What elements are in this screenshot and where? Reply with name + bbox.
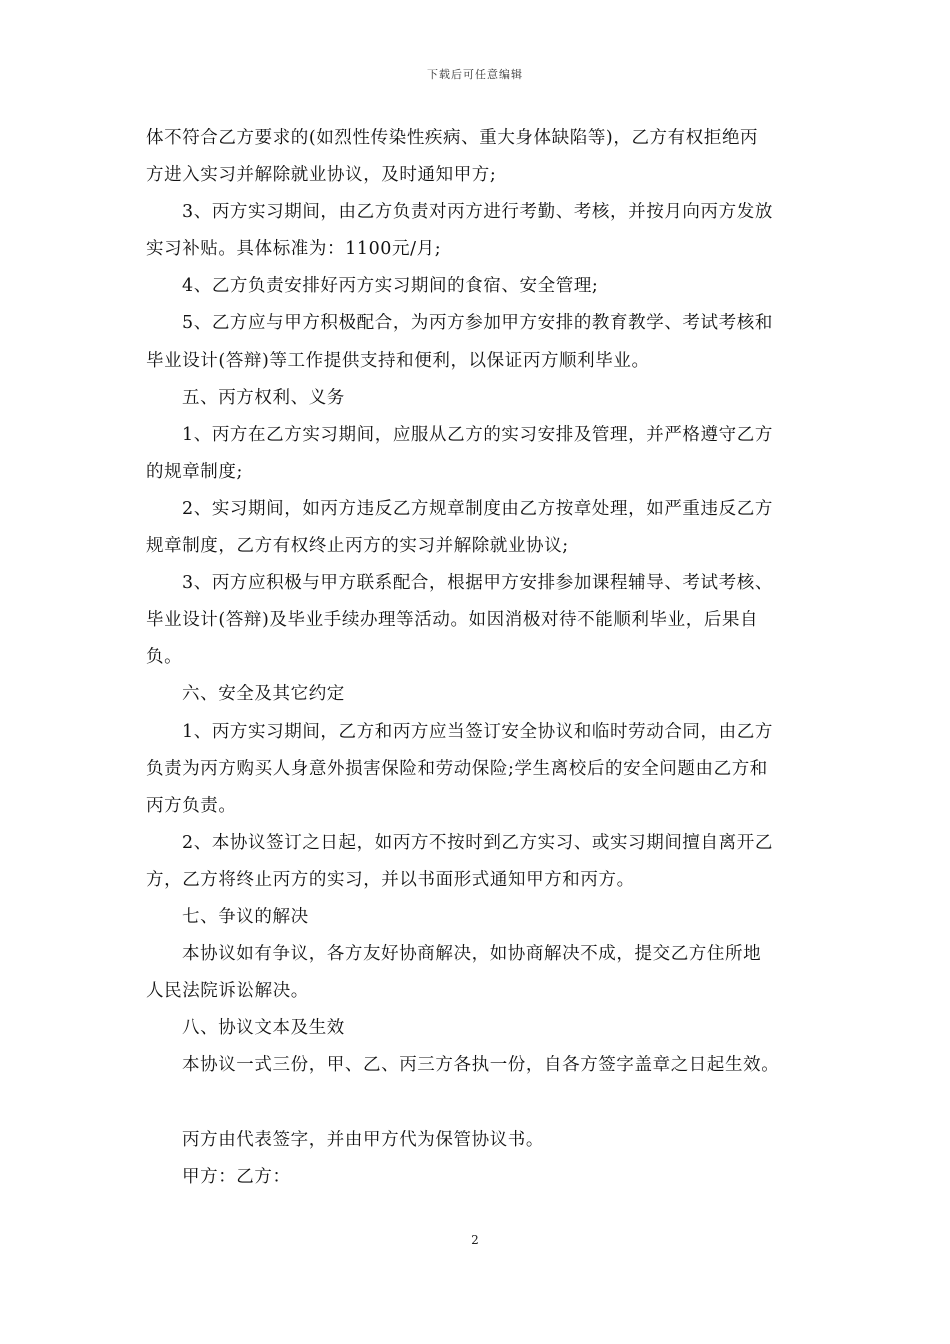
paragraph-line: 人民法院诉讼解决。: [146, 981, 309, 1002]
paragraph-line: 负。: [146, 647, 183, 668]
paragraph-line: 3、丙方实习期间，由乙方负责对丙方进行考勤、考核，并按月向丙方发放: [182, 202, 773, 223]
paragraph-line: 实习补贴。具体标准为：1100元/月;: [146, 239, 442, 260]
paragraph-line: 5、乙方应与甲方积极配合，为丙方参加甲方安排的教育教学、考试考核和: [182, 313, 773, 334]
paragraph-line: 2、本协议签订之日起，如丙方不按时到乙方实习、或实习期间擅自离开乙: [182, 832, 773, 853]
section-heading: 八、协议文本及生效: [182, 1018, 345, 1039]
paragraph-line: 1、丙方实习期间，乙方和丙方应当签订安全协议和临时劳动合同，由乙方: [182, 721, 773, 742]
paragraph-line: 的规章制度;: [146, 461, 243, 482]
paragraph-line: 毕业设计(答辩)等工作提供支持和便利，以保证丙方顺利毕业。: [146, 350, 650, 371]
signature-line: 甲方：乙方：: [182, 1166, 291, 1187]
paragraph-line: 规章制度，乙方有权终止丙方的实习并解除就业协议;: [146, 536, 569, 557]
section-heading: 五、丙方权利、义务: [182, 387, 345, 408]
document-body: [146, 120, 816, 1196]
paragraph-line: 体不符合乙方要求的(如烈性传染性疾病、重大身体缺陷等)，乙方有权拒绝丙: [146, 128, 759, 148]
paragraph-line: 2、实习期间，如丙方违反乙方规章制度由乙方按章处理，如严重违反乙方: [182, 498, 773, 519]
paragraph-line: 毕业设计(答辩)及毕业手续办理等活动。如因消极对待不能顺利毕业，后果自: [146, 610, 759, 631]
paragraph-line: 丙方由代表签字，并由甲方代为保管协议书。: [182, 1129, 544, 1150]
page-header: 下载后可任意编辑: [427, 68, 523, 81]
paragraph-line: 4、乙方负责安排好丙方实习期间的食宿、安全管理;: [182, 276, 599, 297]
paragraph-line: 方进入实习并解除就业协议，及时通知甲方;: [146, 165, 497, 186]
section-heading: 六、安全及其它约定: [182, 684, 345, 705]
paragraph-line: 3、丙方应积极与甲方联系配合，根据甲方安排参加课程辅导、考试考核、: [182, 573, 773, 594]
paragraph-line: 方，乙方将终止丙方的实习，并以书面形式通知甲方和丙方。: [146, 869, 635, 890]
page-number: 2: [471, 1233, 479, 1247]
section-heading: 七、争议的解决: [182, 906, 309, 927]
paragraph-line: 1、丙方在乙方实习期间，应服从乙方的实习安排及管理，并严格遵守乙方: [182, 424, 773, 445]
paragraph-line: 负责为丙方购买人身意外损害保险和劳动保险;学生离校后的安全问题由乙方和: [146, 758, 768, 779]
paragraph-line: 本协议如有争议，各方友好协商解决，如协商解决不成，提交乙方住所地: [182, 944, 762, 965]
blank-line: [146, 1084, 816, 1121]
paragraph-line: 丙方负责。: [146, 795, 237, 816]
paragraph-line: 本协议一式三份，甲、乙、丙三方各执一份，自各方签字盖章之日起生效。: [182, 1055, 780, 1076]
